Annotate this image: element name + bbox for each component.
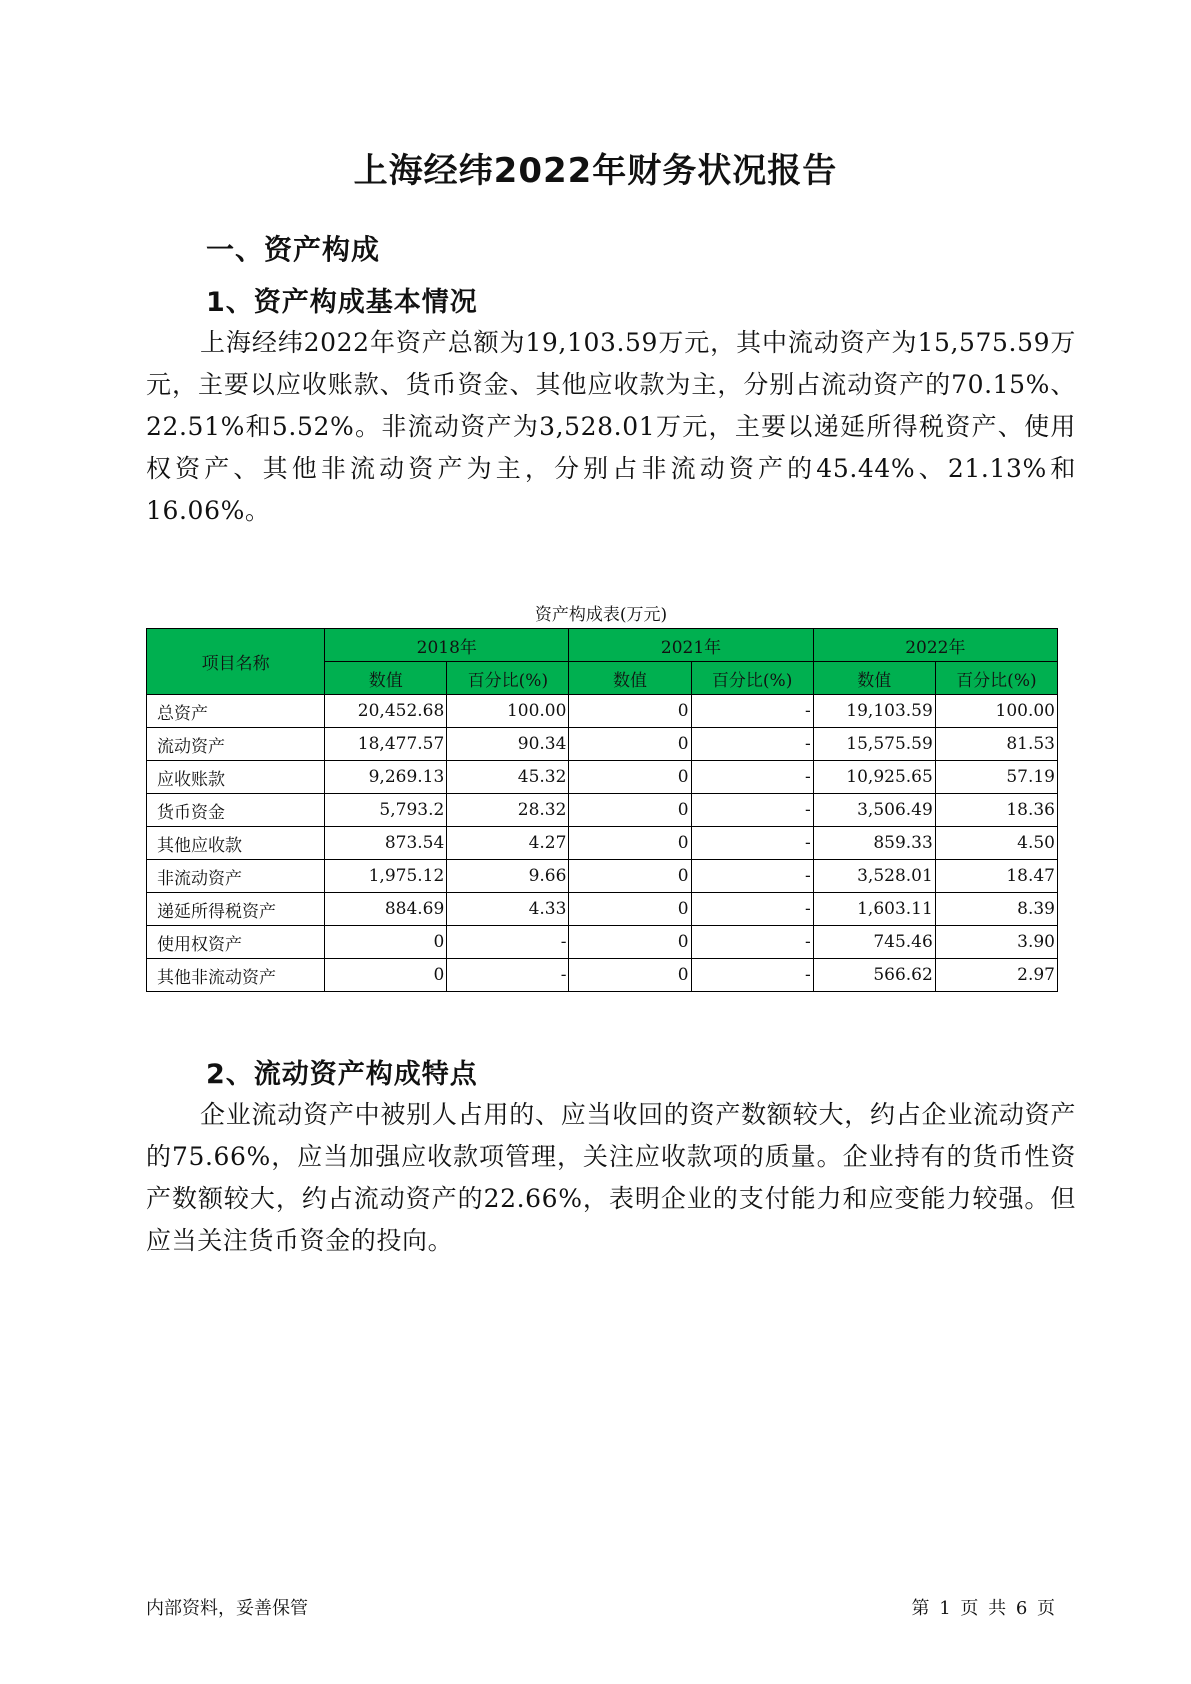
cell-percent: 90.34 — [447, 728, 569, 761]
cell-value: 9,269.13 — [325, 761, 447, 794]
cell-percent: 100.00 — [935, 695, 1057, 728]
cell-value: 0 — [569, 728, 691, 761]
cell-value: 1,975.12 — [325, 860, 447, 893]
header-year-2022: 2022年 — [813, 629, 1057, 662]
cell-percent: 8.39 — [935, 893, 1057, 926]
table-row — [147, 926, 1058, 959]
cell-percent: - — [691, 695, 813, 728]
subheading-basic-situation: 1、资产构成基本情况 — [206, 287, 478, 318]
cell-percent: 4.27 — [447, 827, 569, 860]
page-title: 上海经纬2022年财务状况报告 — [353, 151, 838, 191]
row-item-name: 货币资金 — [147, 794, 325, 827]
row-item-name: 其他非流动资产 — [147, 959, 325, 992]
cell-percent: - — [691, 959, 813, 992]
row-item-name: 总资产 — [147, 695, 325, 728]
cell-percent: - — [691, 860, 813, 893]
cell-value: 0 — [325, 926, 447, 959]
cell-percent: 4.33 — [447, 893, 569, 926]
cell-value: 0 — [569, 761, 691, 794]
cell-percent: - — [691, 893, 813, 926]
paragraph-basic-situation: 上海经纬2022年资产总额为19,103.59万元，其中流动资产为15,575.59万元，主要以应收账款、货币资金、其他应收款为主，分别占流动资产的70.15%、22.51%和5.52%。非流动资产为3,528.01万元，主要以递延所得税资产、使用权资产、其他非流动资产为主，分别占非流动资产的45.44%、21.13%和16.06%。 — [146, 328, 1076, 525]
header-percent: 百分比(%) — [691, 662, 813, 695]
cell-value: 3,506.49 — [813, 794, 935, 827]
cell-value: 0 — [569, 959, 691, 992]
asset-composition-table — [146, 628, 1058, 992]
table-row — [147, 728, 1058, 761]
cell-value: 19,103.59 — [813, 695, 935, 728]
cell-percent: - — [691, 794, 813, 827]
cell-value: 0 — [569, 926, 691, 959]
cell-value: 0 — [569, 794, 691, 827]
footer-confidential-note: 内部资料，妥善保管 — [146, 1598, 308, 1619]
row-item-name: 应收账款 — [147, 761, 325, 794]
cell-percent: - — [691, 827, 813, 860]
cell-percent: 3.90 — [935, 926, 1057, 959]
table-row — [147, 761, 1058, 794]
cell-percent: 4.50 — [935, 827, 1057, 860]
cell-percent: - — [691, 761, 813, 794]
row-item-name: 其他应收款 — [147, 827, 325, 860]
header-item-name: 项目名称 — [147, 629, 325, 695]
row-item-name: 使用权资产 — [147, 926, 325, 959]
header-year-2018: 2018年 — [325, 629, 569, 662]
table-row — [147, 695, 1058, 728]
cell-percent: 18.36 — [935, 794, 1057, 827]
cell-percent: 45.32 — [447, 761, 569, 794]
cell-value: 20,452.68 — [325, 695, 447, 728]
cell-value: 3,528.01 — [813, 860, 935, 893]
paragraph-current-assets-features: 企业流动资产中被别人占用的、应当收回的资产数额较大，约占企业流动资产的75.66%，应当加强应收款项管理，关注应收款项的质量。企业持有的货币性资产数额较大，约占流动资产的22.66%，表明企业的支付能力和应变能力较强。但应当关注货币资金的投向。 — [146, 1100, 1076, 1255]
footer-page-number: 第 1 页 共 6 页 — [911, 1598, 1055, 1619]
section-heading-asset-composition: 一、资产构成 — [206, 233, 381, 266]
row-item-name: 非流动资产 — [147, 860, 325, 893]
cell-value: 1,603.11 — [813, 893, 935, 926]
cell-value: 859.33 — [813, 827, 935, 860]
cell-value: 884.69 — [325, 893, 447, 926]
header-percent: 百分比(%) — [447, 662, 569, 695]
header-year-2021: 2021年 — [569, 629, 813, 662]
cell-value: 0 — [325, 959, 447, 992]
table-row — [147, 794, 1058, 827]
cell-value: 10,925.65 — [813, 761, 935, 794]
row-item-name: 递延所得税资产 — [147, 893, 325, 926]
header-value: 数值 — [569, 662, 691, 695]
cell-value: 745.46 — [813, 926, 935, 959]
table-row — [147, 959, 1058, 992]
header-value: 数值 — [813, 662, 935, 695]
header-value: 数值 — [325, 662, 447, 695]
subheading-current-assets-features: 2、流动资产构成特点 — [206, 1059, 478, 1090]
row-item-name: 流动资产 — [147, 728, 325, 761]
cell-percent: 9.66 — [447, 860, 569, 893]
cell-percent: 57.19 — [935, 761, 1057, 794]
cell-value: 873.54 — [325, 827, 447, 860]
cell-value: 15,575.59 — [813, 728, 935, 761]
cell-percent: - — [447, 959, 569, 992]
cell-value: 0 — [569, 695, 691, 728]
cell-percent: 100.00 — [447, 695, 569, 728]
table-row — [147, 860, 1058, 893]
cell-percent: - — [691, 926, 813, 959]
cell-percent: 81.53 — [935, 728, 1057, 761]
table-row — [147, 893, 1058, 926]
cell-value: 18,477.57 — [325, 728, 447, 761]
cell-percent: 18.47 — [935, 860, 1057, 893]
cell-value: 0 — [569, 893, 691, 926]
cell-percent: - — [447, 926, 569, 959]
header-percent: 百分比(%) — [935, 662, 1057, 695]
cell-value: 0 — [569, 860, 691, 893]
cell-percent: - — [691, 728, 813, 761]
cell-value: 566.62 — [813, 959, 935, 992]
table-row — [147, 827, 1058, 860]
table-caption: 资产构成表(万元) — [534, 605, 668, 625]
cell-value: 5,793.2 — [325, 794, 447, 827]
cell-percent: 2.97 — [935, 959, 1057, 992]
cell-percent: 28.32 — [447, 794, 569, 827]
cell-value: 0 — [569, 827, 691, 860]
